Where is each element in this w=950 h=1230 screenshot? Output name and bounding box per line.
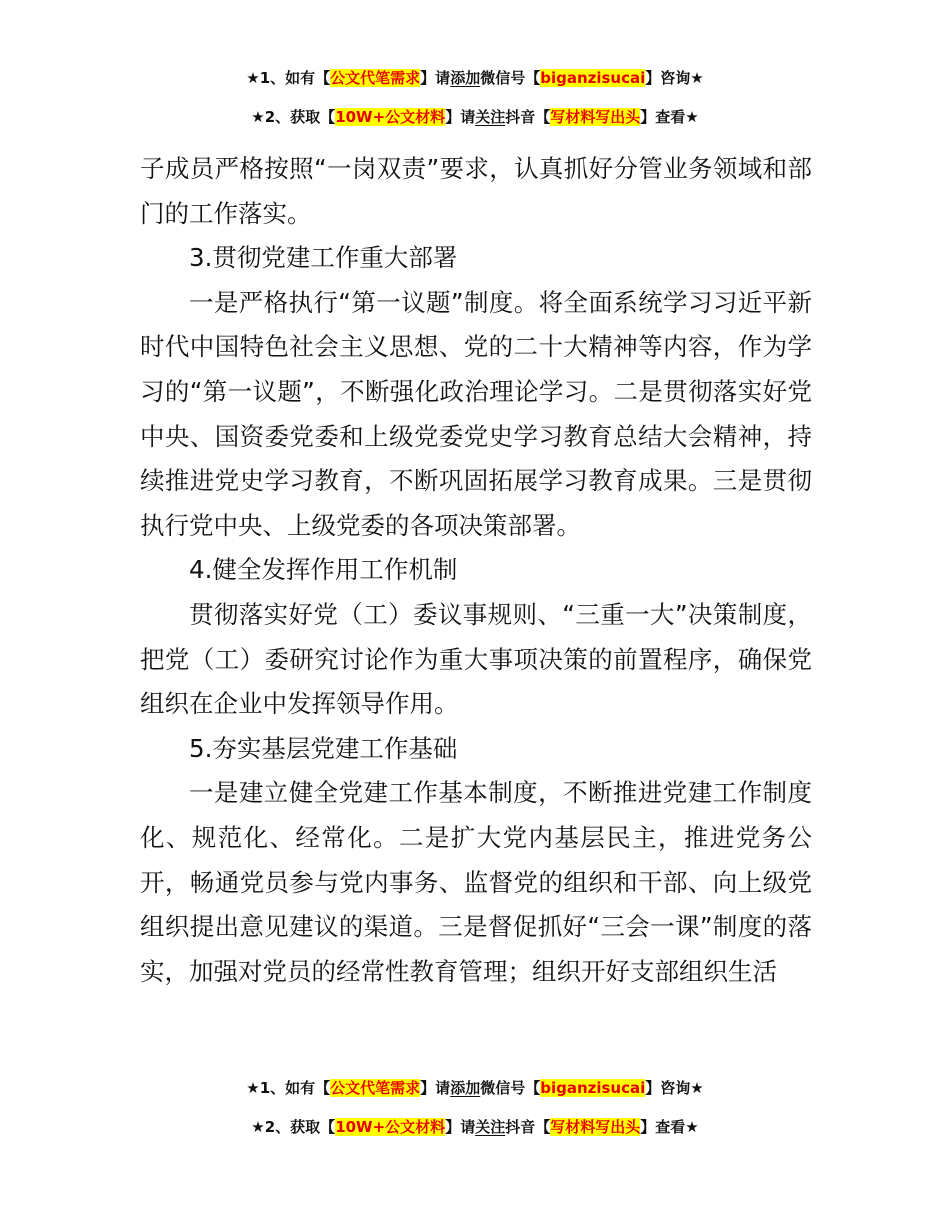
banner-text: ★1、如有【 bbox=[246, 69, 331, 87]
banner-text: 】查看★ bbox=[640, 108, 699, 126]
banner-highlight-douyin: 写材料写出头 bbox=[550, 1118, 641, 1136]
banner-highlight: 公文代笔需求 bbox=[330, 1079, 421, 1097]
banner-underline: 添加 bbox=[450, 1079, 481, 1097]
banner-highlight: 公文代笔需求 bbox=[330, 69, 421, 87]
banner-highlight: 10W+公文材料 bbox=[335, 108, 446, 126]
paragraph-section-5: 一是建立健全党建工作基本制度，不断推进党建工作制度化、规范化、经常化。二是扩大党内基层民主，推进党务公开，畅通党员参与党内事务、监督党的组织和干部、向上级党组织提出意见建议的渠道。三是督促抓好“三会一课”制度的落实，加强对党员的经常性教育管理；组织开好支部组织生活 bbox=[140, 778, 812, 986]
banner-highlight: 10W+公文材料 bbox=[335, 1118, 446, 1136]
banner-text: 】查看★ bbox=[640, 1118, 699, 1136]
banner-text: ★2、获取【 bbox=[251, 1118, 336, 1136]
banner-text: 】咨询★ bbox=[645, 69, 704, 87]
banner-text: ★2、获取【 bbox=[251, 108, 336, 126]
paragraph-section-3: 一是严格执行“第一议题”制度。将全面系统学习习近平新时代中国特色社会主义思想、党的二十大精神等内容，作为学习的“第一议题”，不断强化政治理论学习。二是贯彻落实好党中央、国资委党委和上级党委党史学习教育总结大会精神，持续推进党史学习教育，不断巩固拓展学习教育成果。三是贯彻执行党中央、上级党委的各项决策部署。 bbox=[140, 287, 812, 540]
section-heading-5: 5.夯实基层党建工作基础 bbox=[189, 733, 458, 763]
footer-banner-line-2 bbox=[0, 1116, 950, 1138]
section-heading-3: 3.贯彻党建工作重大部署 bbox=[189, 243, 458, 273]
banner-text: 】请 bbox=[420, 1079, 451, 1097]
paragraph-continued: 子成员严格按照“一岗双责”要求，认真抓好分管业务领域和部门的工作落实。 bbox=[140, 154, 812, 228]
banner-highlight-douyin: 写材料写出头 bbox=[550, 108, 641, 126]
banner-underline: 关注 bbox=[475, 108, 506, 126]
banner-text: ★1、如有【 bbox=[246, 1079, 331, 1097]
banner-highlight-wechat-id: biganzisucai bbox=[540, 1079, 646, 1097]
header-banner-line-1 bbox=[0, 67, 950, 89]
banner-text: 抖音【 bbox=[505, 1118, 551, 1136]
banner-text: 抖音【 bbox=[505, 108, 551, 126]
banner-text: 】请 bbox=[445, 108, 476, 126]
banner-underline: 关注 bbox=[475, 1118, 506, 1136]
banner-highlight-wechat-id: biganzisucai bbox=[540, 69, 646, 87]
footer-banner-line-1 bbox=[0, 1077, 950, 1099]
banner-text: 】咨询★ bbox=[645, 1079, 704, 1097]
banner-text: 】请 bbox=[420, 69, 451, 87]
document-body bbox=[140, 147, 812, 994]
banner-text: 微信号【 bbox=[480, 1079, 541, 1097]
banner-text: 微信号【 bbox=[480, 69, 541, 87]
section-heading-4: 4.健全发挥作用工作机制 bbox=[189, 555, 458, 585]
header-banner-line-2 bbox=[0, 106, 950, 128]
banner-text: 】请 bbox=[445, 1118, 476, 1136]
banner-underline: 添加 bbox=[450, 69, 481, 87]
paragraph-section-4: 贯彻落实好党（工）委议事规则、“三重一大”决策制度，把党（工）委研究讨论作为重大事项决策的前置程序，确保党组织在企业中发挥领导作用。 bbox=[140, 599, 812, 719]
